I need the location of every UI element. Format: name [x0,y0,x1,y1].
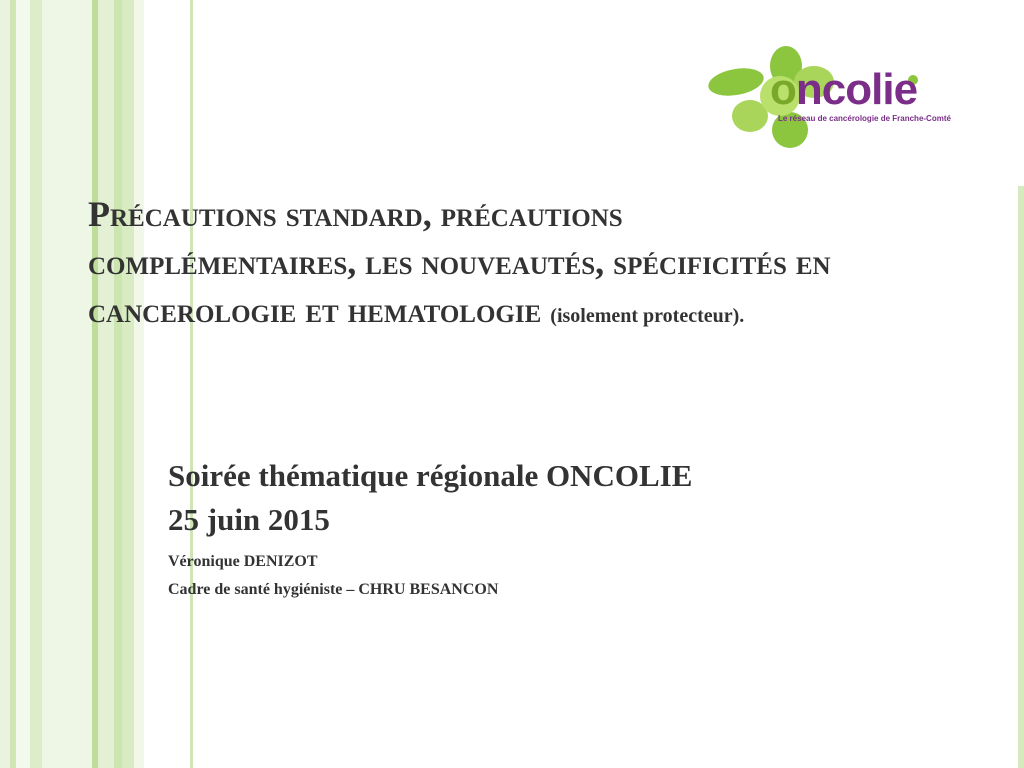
title-subnote: (isolement protecteur). [550,305,745,327]
decorative-stripe [190,0,193,768]
event-name: Soirée thématique régionale ONCOLIE [168,458,693,493]
decorative-stripe [122,0,134,768]
logo-tagline: Le réseau de cancérologie de Franche-Comté [778,114,951,123]
decorative-stripe [114,0,122,768]
slide-title [88,190,848,340]
author-role: Cadre de santé hygiéniste – CHRU BESANCON [168,581,499,598]
decorative-stripe [0,0,10,768]
event-date: 25 juin 2015 [168,502,330,537]
title-main: Précautions standard, précautions complémentaires, les nouveautés, spécificités en cancerologie et hematologie [88,194,831,330]
author-name: Véronique DENIZOT [168,553,318,570]
decorative-stripe [98,0,114,768]
decorative-right-bar [1018,186,1024,768]
subtitle-block [168,454,692,604]
oncolie-logo [706,44,966,154]
decorative-stripe [42,0,92,768]
decorative-stripe [16,0,30,768]
decorative-stripe [134,0,144,768]
logo-wordmark: oncolie [770,65,918,114]
decorative-stripe [30,0,42,768]
